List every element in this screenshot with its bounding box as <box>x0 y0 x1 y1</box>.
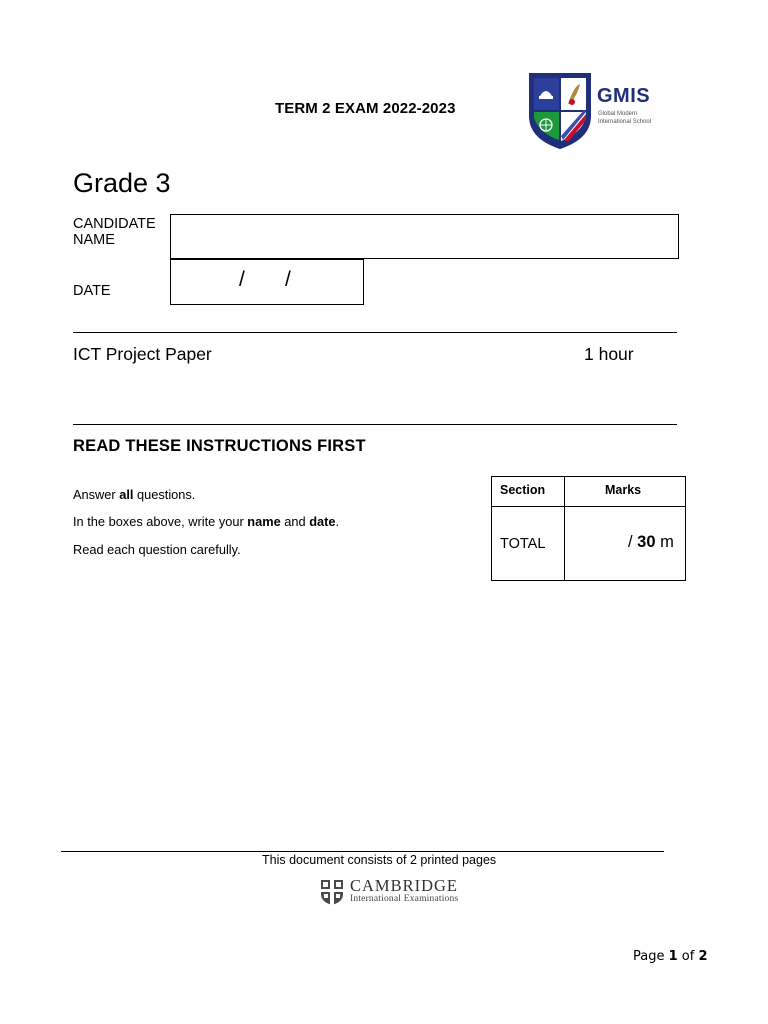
cambridge-crest-icon <box>320 879 344 906</box>
date-separator: / <box>239 268 245 291</box>
candidate-name-label <box>73 216 156 248</box>
candidate-name-field[interactable] <box>170 214 679 259</box>
instruction-text: Answer <box>73 487 120 502</box>
score-prefix: / <box>628 533 638 551</box>
total-score <box>628 533 674 552</box>
date-field[interactable] <box>170 259 364 305</box>
cambridge-subtitle: International Examinations <box>350 894 459 904</box>
paper-title: ICT Project Paper <box>73 344 212 364</box>
instructions-heading: READ THESE INSTRUCTIONS FIRST <box>73 437 366 455</box>
instruction-text: and <box>280 514 310 529</box>
page-prefix: Page <box>633 949 669 964</box>
instruction-emphasis: date <box>309 514 336 529</box>
instruction-line <box>73 514 339 529</box>
marks-table <box>491 476 686 581</box>
logo-subtitle-line2: International School <box>598 119 652 125</box>
cambridge-logo <box>320 876 480 908</box>
instruction-emphasis: name <box>247 514 281 529</box>
candidate-name-label-line1: CANDIDATE <box>73 216 156 232</box>
section-column-header: Section <box>500 483 546 497</box>
date-separator: / <box>285 268 291 291</box>
table-divider <box>492 506 685 507</box>
marks-column-header: Marks <box>605 483 642 497</box>
divider <box>73 424 677 425</box>
instruction-text: In the boxes above, write your <box>73 514 248 529</box>
divider <box>73 332 677 333</box>
grade-title: Grade 3 <box>73 168 171 198</box>
instruction-text: . <box>335 514 340 529</box>
cambridge-name: CAMBRIDGE <box>350 876 459 895</box>
logo-subtitle-line1: Global Modern <box>598 111 638 117</box>
page-total: 2 <box>698 949 708 964</box>
footer-divider <box>61 851 664 852</box>
total-label: TOTAL <box>500 536 546 552</box>
page-number <box>633 949 708 964</box>
logo-subtitle <box>598 110 651 126</box>
instruction-text: questions. <box>133 487 196 502</box>
paper-duration: 1 hour <box>584 344 634 364</box>
date-label: DATE <box>73 283 111 299</box>
school-logo <box>528 70 658 150</box>
table-divider <box>564 477 565 580</box>
candidate-name-label-line2: NAME <box>73 232 115 248</box>
instruction-emphasis: all <box>119 487 134 502</box>
score-total: 30 <box>637 533 656 551</box>
logo-wordmark: GMIS <box>597 85 651 107</box>
exam-title: TERM 2 EXAM 2022-2023 <box>275 100 456 117</box>
instruction-line: Read each question carefully. <box>73 542 241 557</box>
score-suffix: m <box>655 533 674 551</box>
page-of: of <box>677 949 699 964</box>
pages-note: This document consists of 2 printed pages <box>262 853 497 867</box>
page-current: 1 <box>668 949 678 964</box>
instruction-line <box>73 487 195 502</box>
